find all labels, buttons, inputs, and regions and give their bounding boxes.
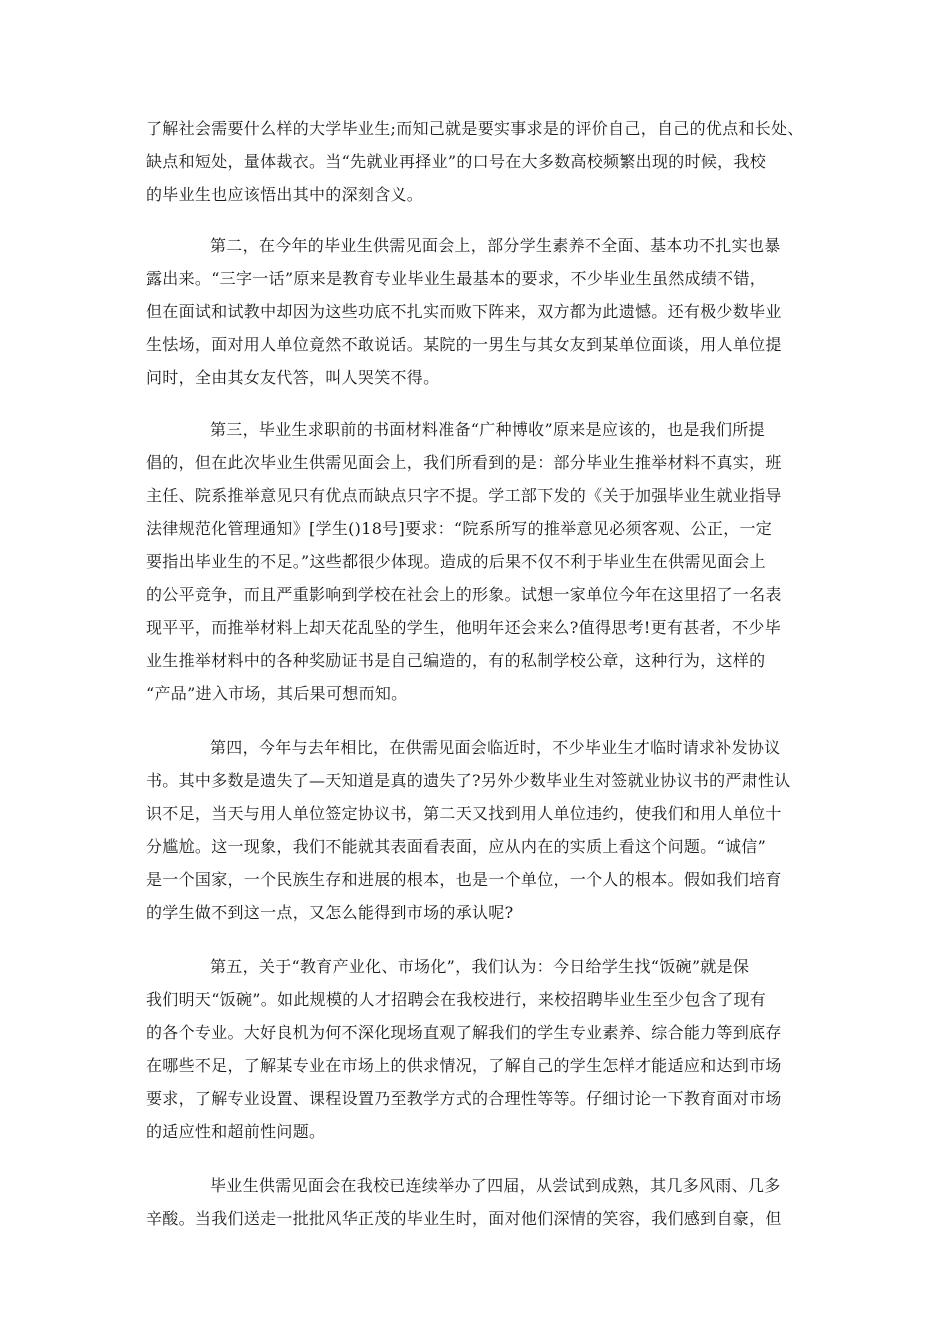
paragraph-5 (146, 950, 806, 1148)
text-line: 要指出毕业生的不足。”这些都很少体现。造成的后果不仅不利于毕业生在供需见面会上 (146, 552, 766, 571)
text-line: 的公平竞争，而且严重影响到学校在社会上的形象。试想一家单位今年在这里招了一名表 (146, 585, 782, 604)
text-line: 现平平，而推举材料上却天花乱坠的学生，他明年还会来么?值得思考!更有甚者，不少毕 (146, 618, 782, 637)
text-line: 第五，关于“教育产业化、市场化”，我们认为：今日给学生找“饭碗”就是保 (210, 957, 750, 976)
text-line: 了解社会需要什么样的大学毕业生;而知己就是要实事求是的评价自己，自己的优点和长处、 (146, 119, 804, 138)
text-line: 是一个国家，一个民族生存和进展的根本，也是一个单位，一个人的根本。假如我们培育 (146, 870, 782, 889)
paragraph-1 (146, 112, 806, 211)
text-line: 的适应性和超前性问题。 (146, 1122, 326, 1141)
text-line: 的学生做不到这一点，又怎么能得到市场的承认呢? (146, 903, 514, 922)
text-line: 分尴尬。这一现象，我们不能就其表面看表面，应从内在的实质上看这个问题。“诚信” (146, 837, 767, 856)
text-line: 在哪些不足，了解某专业在市场上的供求情况，了解自己的学生怎样才能适应和达到市场 (146, 1056, 782, 1075)
text-line: 第二，在今年的毕业生供需见面会上，部分学生素养不全面、基本功不扎实也暴 (210, 236, 781, 255)
paragraph-2 (146, 229, 806, 394)
text-line: 我们明天“饭碗”。如此规模的人才招聘会在我校进行，来校招聘毕业生至少包含了现有 (146, 990, 767, 1009)
text-line: 露出来。“三字一话”原来是教育专业毕业生最基本的要求，不少毕业生虽然成绩不错， (146, 269, 767, 288)
text-line: 倡的，但在此次毕业生供需见面会上，我们所看到的是：部分毕业生推举材料不真实，班 (146, 453, 782, 472)
text-line: “产品”进入市场，其后果可想而知。 (146, 684, 408, 703)
text-line: 法律规范化管理通知》[学生()18号]要求：“院系所写的推举意见必须客观、公正，一定 (146, 519, 773, 538)
text-line: 但在面试和试教中却因为这些功底不扎实而败下阵来，双方都为此遗憾。还有极少数毕业 (146, 302, 782, 321)
text-line: 的毕业生也应该悟出其中的深刻含义。 (146, 185, 424, 204)
text-line: 缺点和短处，量体裁衣。当“先就业再择业”的口号在大多数高校频繁出现的时候，我校 (146, 152, 767, 171)
text-line: 书。其中多数是遗失了—天知道是真的遗失了?另外少数毕业生对签就业协议书的严肃性认 (146, 771, 791, 790)
text-line: 毕业生供需见面会在我校已连续举办了四届，从尝试到成熟，其几多风雨、几多 (210, 1176, 781, 1195)
text-line: 第三，毕业生求职前的书面材料准备“广种博收”原来是应该的，也是我们所提 (210, 420, 765, 439)
paragraph-6 (146, 1169, 806, 1235)
text-line: 第四，今年与去年相比，在供需见面会临近时，不少毕业生才临时请求补发协议 (210, 738, 781, 757)
paragraph-3 (146, 413, 806, 710)
text-line: 的各个专业。大好良机为何不深化现场直观了解我们的学生专业素养、综合能力等到底存 (146, 1023, 782, 1042)
text-line: 业生推举材料中的各种奖励证书是自己编造的，有的私制学校公章，这种行为，这样的 (146, 651, 766, 670)
text-line: 要求，了解专业设置、课程设置乃至教学方式的合理性等等。仔细讨论一下教育面对市场 (146, 1089, 782, 1108)
text-line: 生怯场，面对用人单位竟然不敢说话。某院的一男生与其女友到某单位面谈，用人单位提 (146, 335, 782, 354)
text-line: 主任、院系推举意见只有优点而缺点只字不提。学工部下发的《关于加强毕业生就业指导 (146, 486, 782, 505)
text-line: 辛酸。当我们送走一批批风华正茂的毕业生时，面对他们深情的笑容，我们感到自豪，但 (146, 1209, 782, 1228)
text-line: 识不足，当天与用人单位签定协议书，第二天又找到用人单位违约，使我们和用人单位十 (146, 804, 782, 823)
text-line: 问时，全由其女友代答，叫人哭笑不得。 (146, 368, 440, 387)
paragraph-4 (146, 731, 806, 929)
